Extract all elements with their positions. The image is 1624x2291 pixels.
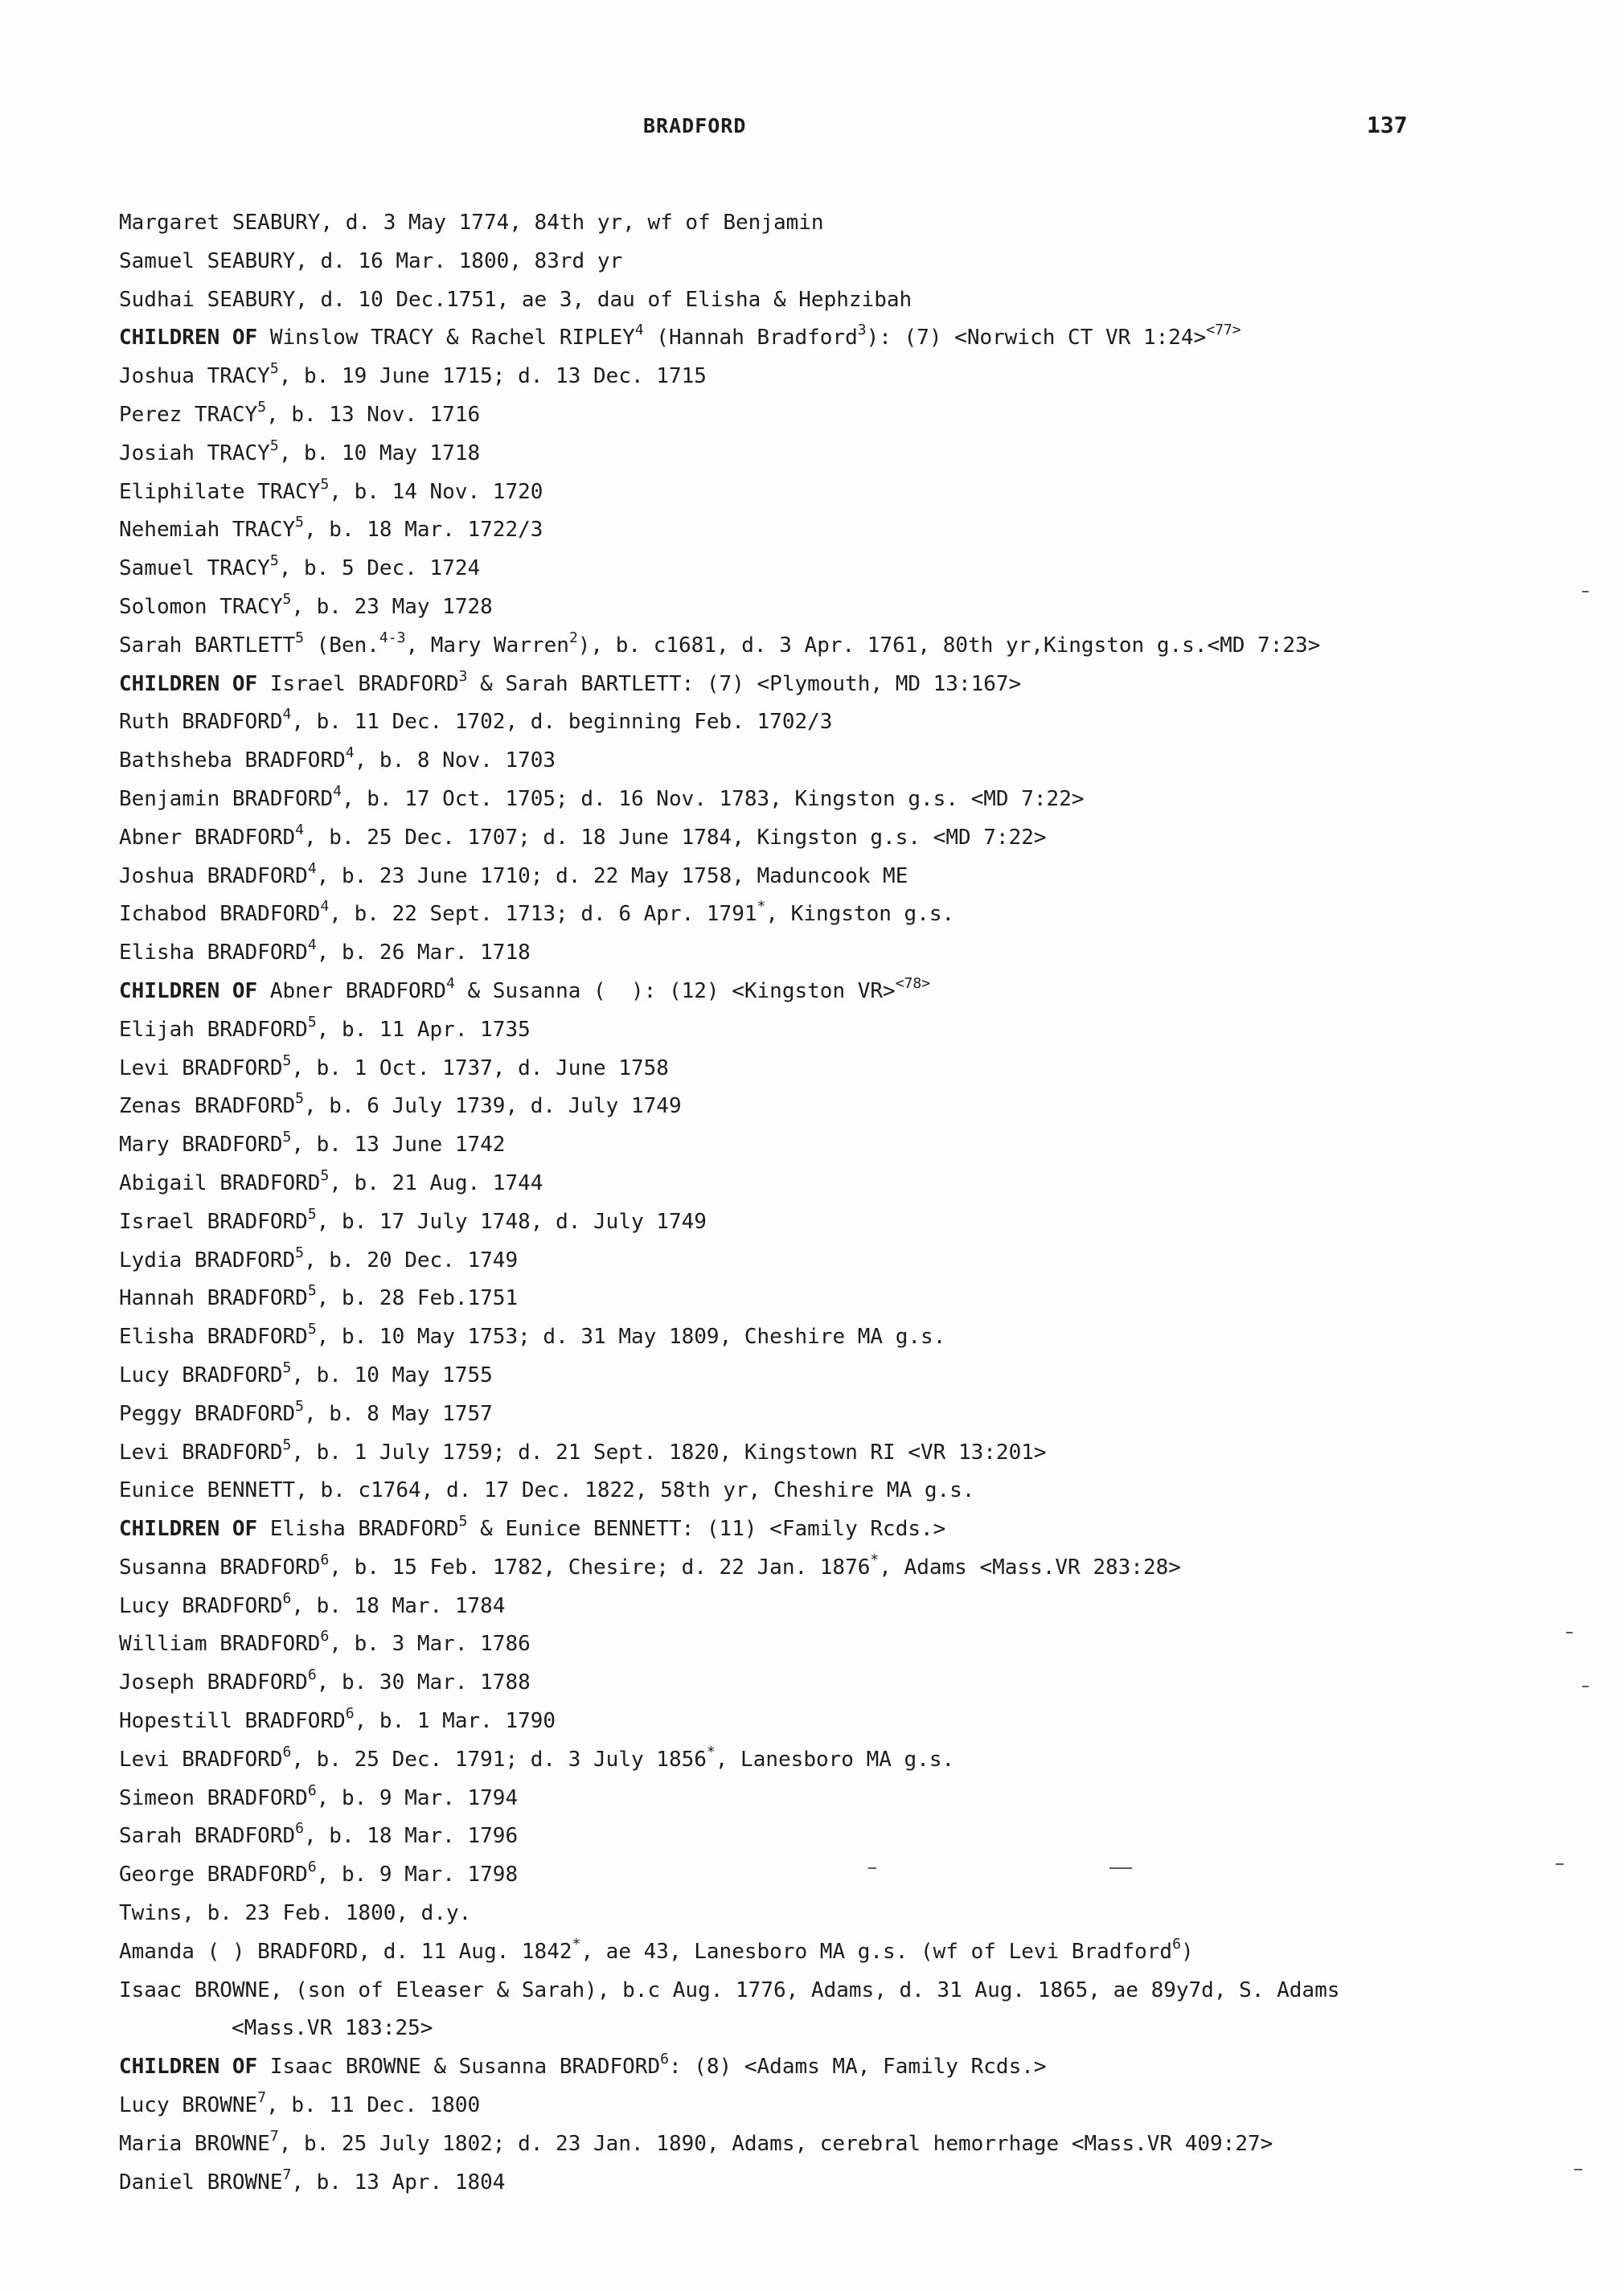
- section-label: CHILDREN OF: [119, 326, 258, 350]
- record-text: Abner BRADFORD: [257, 978, 446, 1003]
- record-text: , b. 3 Mar. 1786: [329, 1632, 531, 1657]
- superscript: 6: [307, 1859, 317, 1876]
- record-text: Abigail BRADFORD: [119, 1170, 321, 1195]
- superscript: 6: [345, 1705, 355, 1723]
- record-line: [119, 358, 1566, 396]
- superscript: 7: [282, 2166, 292, 2183]
- record-text: Levi BRADFORD: [119, 1440, 283, 1465]
- superscript: 5: [269, 360, 279, 378]
- superscript: 5: [307, 1205, 317, 1223]
- record-text: Zenas BRADFORD: [119, 1094, 296, 1119]
- record-line: [119, 1780, 1566, 1818]
- superscript: 5: [282, 590, 292, 608]
- record-text: Maria BROWNE: [119, 2131, 270, 2156]
- record-text: , b. 17 Oct. 1705; d. 16 Nov. 1783, Kingston g.s. <MD 7:22>: [341, 786, 1085, 811]
- record-text: , b. 11 Dec. 1800: [266, 2093, 481, 2118]
- record-text: Joseph BRADFORD: [119, 1670, 308, 1695]
- record-text: Sarah BRADFORD: [119, 1824, 296, 1849]
- record-text: , b. 17 July 1748, d. July 1749: [316, 1209, 707, 1234]
- record-text: Israel BRADFORD: [119, 1209, 308, 1234]
- superscript: 5: [307, 1282, 317, 1300]
- record-line: [119, 781, 1566, 819]
- record-text: Peggy BRADFORD: [119, 1401, 296, 1426]
- superscript: 5: [295, 1090, 304, 1108]
- record-text: Susanna BRADFORD: [119, 1555, 321, 1580]
- record-line: [119, 1664, 1566, 1703]
- record-text: <Mass.VR 183:25>: [232, 2016, 433, 2041]
- record-text: , Kingston g.s.: [765, 902, 955, 927]
- record-line: [119, 973, 1566, 1011]
- record-line: [119, 1050, 1566, 1088]
- record-text: , b. 18 Mar. 1784: [291, 1593, 506, 1618]
- record-text: , b. 30 Mar. 1788: [316, 1670, 531, 1695]
- record-line: [119, 858, 1566, 896]
- superscript: 5: [282, 1051, 292, 1069]
- record-text: , b. 23 May 1728: [291, 594, 493, 619]
- record-line: [119, 1510, 1566, 1549]
- record-text: Twins, b. 23 Feb. 1800, d.y.: [119, 1901, 472, 1926]
- scan-mark: [1556, 1863, 1564, 1865]
- record-text: Nehemiah TRACY: [119, 518, 296, 543]
- record-text: Simeon BRADFORD: [119, 1785, 308, 1810]
- record-text: Isaac BROWNE & Susanna BRADFORD: [257, 2055, 661, 2080]
- superscript: 4: [345, 744, 355, 762]
- record-text: (Hannah Bradford: [643, 326, 858, 350]
- record-text: Elijah BRADFORD: [119, 1017, 308, 1042]
- record-text: Elisha BRADFORD: [119, 1325, 308, 1350]
- record-line: [119, 2164, 1566, 2203]
- record-text: , b. 18 Mar. 1796: [304, 1824, 519, 1849]
- scan-mark: [1582, 591, 1589, 592]
- record-text: , b. 6 July 1739, d. July 1749: [304, 1094, 682, 1119]
- superscript: *: [870, 1551, 880, 1568]
- record-text: , b. 25 July 1802; d. 23 Jan. 1890, Adams, cerebral hemorrhage <Mass.VR 409:27>: [278, 2131, 1273, 2156]
- record-text: , b. 15 Feb. 1782, Chesire; d. 22 Jan. 1876: [329, 1555, 871, 1580]
- record-line: [119, 1088, 1566, 1126]
- record-text: , b. 25 Dec. 1707; d. 18 June 1784, Kingston g.s. <MD 7:22>: [304, 825, 1047, 850]
- superscript: 5: [458, 1513, 468, 1531]
- record-text: Levi BRADFORD: [119, 1055, 283, 1080]
- record-text: Joshua BRADFORD: [119, 863, 308, 888]
- record-line: [119, 1434, 1566, 1473]
- superscript: 4: [307, 936, 317, 954]
- record-text: Daniel BROWNE: [119, 2170, 283, 2195]
- superscript: 6: [307, 1781, 317, 1799]
- record-line: [119, 243, 1566, 281]
- superscript: 6: [282, 1743, 292, 1760]
- superscript: <77>: [1206, 322, 1241, 339]
- record-text: , b. 18 Mar. 1722/3: [304, 518, 543, 543]
- record-line: [119, 1472, 1566, 1510]
- superscript: 5: [257, 398, 267, 416]
- superscript: 5: [269, 436, 279, 454]
- record-text: Sarah BARTLETT: [119, 633, 296, 658]
- record-text: , b. 23 June 1710; d. 22 May 1758, Maduncook ME: [316, 863, 908, 888]
- record-line: [119, 2125, 1566, 2164]
- superscript: 5: [320, 1166, 330, 1184]
- scan-mark: [1582, 1686, 1589, 1687]
- record-line: [119, 319, 1566, 358]
- record-line: [119, 1318, 1566, 1357]
- record-line: [119, 1242, 1566, 1281]
- record-text: , b. 21 Aug. 1744: [329, 1170, 543, 1195]
- superscript: 4: [307, 859, 317, 877]
- section-label: CHILDREN OF: [119, 2055, 258, 2080]
- record-text: Benjamin BRADFORD: [119, 786, 334, 811]
- record-text: , b. 11 Dec. 1702, d. beginning Feb. 1702/3: [291, 710, 833, 735]
- record-line: [119, 204, 1566, 243]
- record-text: Amanda ( ) BRADFORD, d. 11 Aug. 1842: [119, 1939, 572, 1964]
- record-line: [119, 281, 1566, 320]
- record-text: Joshua TRACY: [119, 364, 270, 389]
- superscript: 3: [458, 667, 468, 685]
- record-text: Hannah BRADFORD: [119, 1286, 308, 1311]
- record-line: [119, 435, 1566, 473]
- superscript: 4: [295, 821, 304, 838]
- superscript: 6: [320, 1628, 330, 1646]
- record-text: , b. 11 Apr. 1735: [316, 1017, 531, 1042]
- record-line: [119, 1933, 1566, 1972]
- superscript: 4-3: [379, 629, 406, 646]
- record-text: , b. 20 Dec. 1749: [304, 1248, 519, 1273]
- superscript: 4: [446, 974, 455, 992]
- record-line: [119, 742, 1566, 781]
- superscript: 2: [568, 629, 578, 646]
- record-text: Samuel TRACY: [119, 556, 270, 581]
- record-line: [119, 473, 1566, 512]
- superscript: 5: [307, 1013, 317, 1031]
- record-text: , b. 25 Dec. 1791; d. 3 July 1856: [291, 1747, 707, 1772]
- record-line: [119, 1625, 1566, 1664]
- record-line: [119, 895, 1566, 934]
- record-line: [119, 550, 1566, 588]
- record-text: , b. 5 Dec. 1724: [278, 556, 481, 581]
- record-text: , b. 8 May 1757: [304, 1401, 493, 1426]
- superscript: 7: [269, 2127, 279, 2145]
- superscript: 6: [295, 1820, 304, 1838]
- superscript: 6: [307, 1666, 317, 1684]
- record-line: [119, 1357, 1566, 1396]
- record-line: [119, 1203, 1566, 1242]
- record-text: , ae 43, Lanesboro MA g.s. (wf of Levi Bradford: [580, 1939, 1173, 1964]
- record-text: William BRADFORD: [119, 1632, 321, 1657]
- record-line: [119, 1165, 1566, 1203]
- record-line: [119, 1396, 1566, 1434]
- record-text: Abner BRADFORD: [119, 825, 296, 850]
- superscript: 5: [307, 1321, 317, 1338]
- record-text: Levi BRADFORD: [119, 1747, 283, 1772]
- superscript: 4: [320, 898, 330, 916]
- record-text: George BRADFORD: [119, 1863, 308, 1887]
- record-text: ): (7) <Norwich CT VR 1:24>: [866, 326, 1207, 350]
- record-text: Margaret SEABURY, d. 3 May 1774, 84th yr, wf of Benjamin: [119, 211, 824, 235]
- record-line: [119, 1126, 1566, 1165]
- superscript: 7: [257, 2089, 267, 2107]
- record-line: [119, 1895, 1566, 1933]
- record-text: , b. 13 Apr. 1804: [291, 2170, 506, 2195]
- record-text: , b. 8 Nov. 1703: [354, 748, 556, 773]
- record-line: [119, 396, 1566, 435]
- record-text: Eliphilate TRACY: [119, 479, 321, 504]
- record-text: & Sarah BARTLETT: (7) <Plymouth, MD 13:167>: [467, 671, 1022, 696]
- running-header-title: BRADFORD: [643, 114, 747, 137]
- record-line: [119, 1741, 1566, 1780]
- page-number: 137: [1367, 112, 1408, 138]
- record-line: [119, 1703, 1566, 1741]
- record-text: , b. 13 Nov. 1716: [266, 402, 481, 427]
- record-text: , b. 10 May 1755: [291, 1363, 493, 1387]
- record-line: [119, 1856, 1566, 1895]
- superscript: 5: [320, 475, 330, 493]
- superscript: 5: [282, 1359, 292, 1376]
- record-line: [119, 703, 1566, 742]
- record-text: Josiah TRACY: [119, 441, 270, 465]
- record-text: , b. 1 Mar. 1790: [354, 1709, 556, 1734]
- scan-mark: [1574, 2169, 1582, 2170]
- record-text: Winslow TRACY & Rachel RIPLEY: [257, 326, 635, 350]
- record-text: Eunice BENNETT, b. c1764, d. 17 Dec. 1822, 58th yr, Cheshire MA g.s.: [119, 1478, 975, 1503]
- superscript: 5: [282, 1436, 292, 1453]
- superscript: 4: [634, 322, 644, 339]
- record-line: [119, 1011, 1566, 1050]
- record-line: [119, 2087, 1566, 2125]
- scan-mark: [868, 1867, 876, 1869]
- record-text: Solomon TRACY: [119, 594, 283, 619]
- record-text: Elisha BRADFORD: [257, 1517, 459, 1542]
- record-text: Samuel SEABURY, d. 16 Mar. 1800, 83rd yr: [119, 248, 623, 273]
- scan-mark: [1566, 1632, 1573, 1633]
- superscript: 6: [282, 1589, 292, 1607]
- record-text: Isaac BROWNE, (son of Eleaser & Sarah), b.c Aug. 1776, Adams, d. 31 Aug. 1865, ae 89y7d, S. Adams: [119, 1977, 1340, 2002]
- section-label: CHILDREN OF: [119, 978, 258, 1003]
- record-text: & Eunice BENNETT: (11) <Family Rcds.>: [467, 1517, 946, 1542]
- record-text: , b. 22 Sept. 1713; d. 6 Apr. 1791: [329, 902, 757, 927]
- record-line: [119, 511, 1566, 550]
- record-text: : (8) <Adams MA, Family Rcds.>: [668, 2055, 1047, 2080]
- superscript: 5: [282, 1129, 292, 1146]
- record-line: [119, 1972, 1566, 2010]
- record-line: [119, 1280, 1566, 1318]
- superscript: 4: [282, 706, 292, 723]
- section-label: CHILDREN OF: [119, 1517, 258, 1542]
- superscript: 6: [320, 1551, 330, 1568]
- superscript: 5: [269, 552, 279, 570]
- record-line: [119, 666, 1566, 704]
- record-line: [119, 588, 1566, 627]
- superscript: 5: [295, 1397, 304, 1415]
- superscript: *: [706, 1743, 716, 1760]
- record-line: [119, 1588, 1566, 1626]
- record-text: Elisha BRADFORD: [119, 941, 308, 965]
- superscript: 5: [295, 514, 304, 531]
- record-text: , b. 28 Feb.1751: [316, 1286, 519, 1311]
- scan-mark: [1109, 1867, 1132, 1869]
- record-text: , b. 9 Mar. 1798: [316, 1863, 519, 1887]
- record-text: Lucy BRADFORD: [119, 1593, 283, 1618]
- superscript: 5: [295, 1244, 304, 1261]
- record-text: ): [1180, 1939, 1194, 1964]
- record-text: & Susanna ( ): (12) <Kingston VR>: [454, 978, 896, 1003]
- record-text: Perez TRACY: [119, 402, 258, 427]
- record-line: [119, 2010, 1566, 2048]
- record-text: , b. 10 May 1718: [278, 441, 481, 465]
- superscript: 3: [857, 322, 867, 339]
- record-text: , Mary Warren: [405, 633, 569, 658]
- genealogy-record-list: [119, 204, 1566, 2202]
- record-text: , b. 19 June 1715; d. 13 Dec. 1715: [278, 364, 707, 389]
- record-text: , Lanesboro MA g.s.: [715, 1747, 955, 1772]
- record-text: ), b. c1681, d. 3 Apr. 1761, 80th yr,Kingston g.s.<MD 7:23>: [577, 633, 1321, 658]
- record-line: [119, 819, 1566, 858]
- record-line: [119, 627, 1566, 666]
- superscript: 6: [660, 2051, 669, 2068]
- section-label: CHILDREN OF: [119, 671, 258, 696]
- record-text: (Ben.: [304, 633, 379, 658]
- record-text: Lucy BRADFORD: [119, 1363, 283, 1387]
- record-text: , b. 14 Nov. 1720: [329, 479, 543, 504]
- record-text: Mary BRADFORD: [119, 1133, 283, 1158]
- record-line: [119, 1818, 1566, 1856]
- record-text: , b. 1 July 1759; d. 21 Sept. 1820, Kingstown RI <VR 13:201>: [291, 1440, 1047, 1465]
- record-text: Lucy BROWNE: [119, 2093, 258, 2118]
- record-text: , Adams <Mass.VR 283:28>: [879, 1555, 1181, 1580]
- record-line: [119, 1549, 1566, 1588]
- record-text: , b. 26 Mar. 1718: [316, 941, 531, 965]
- record-text: , b. 9 Mar. 1794: [316, 1785, 519, 1810]
- record-text: Ruth BRADFORD: [119, 710, 283, 735]
- superscript: 4: [333, 782, 342, 800]
- record-line: [119, 934, 1566, 973]
- record-text: , b. 1 Oct. 1737, d. June 1758: [291, 1055, 669, 1080]
- record-line: [119, 2048, 1566, 2087]
- record-text: Sudhai SEABURY, d. 10 Dec.1751, ae 3, dau of Elisha & Hephzibah: [119, 287, 912, 312]
- superscript: *: [757, 898, 766, 916]
- record-text: Hopestill BRADFORD: [119, 1709, 346, 1734]
- record-text: , b. 10 May 1753; d. 31 May 1809, Cheshire MA g.s.: [316, 1325, 946, 1350]
- superscript: *: [572, 1935, 581, 1953]
- record-text: Ichabod BRADFORD: [119, 902, 321, 927]
- record-text: Lydia BRADFORD: [119, 1248, 296, 1273]
- record-text: Bathsheba BRADFORD: [119, 748, 346, 773]
- superscript: 6: [1172, 1935, 1181, 1953]
- record-text: Israel BRADFORD: [257, 671, 459, 696]
- record-text: , b. 13 June 1742: [291, 1133, 506, 1158]
- superscript: 5: [295, 629, 304, 646]
- superscript: <78>: [895, 974, 931, 992]
